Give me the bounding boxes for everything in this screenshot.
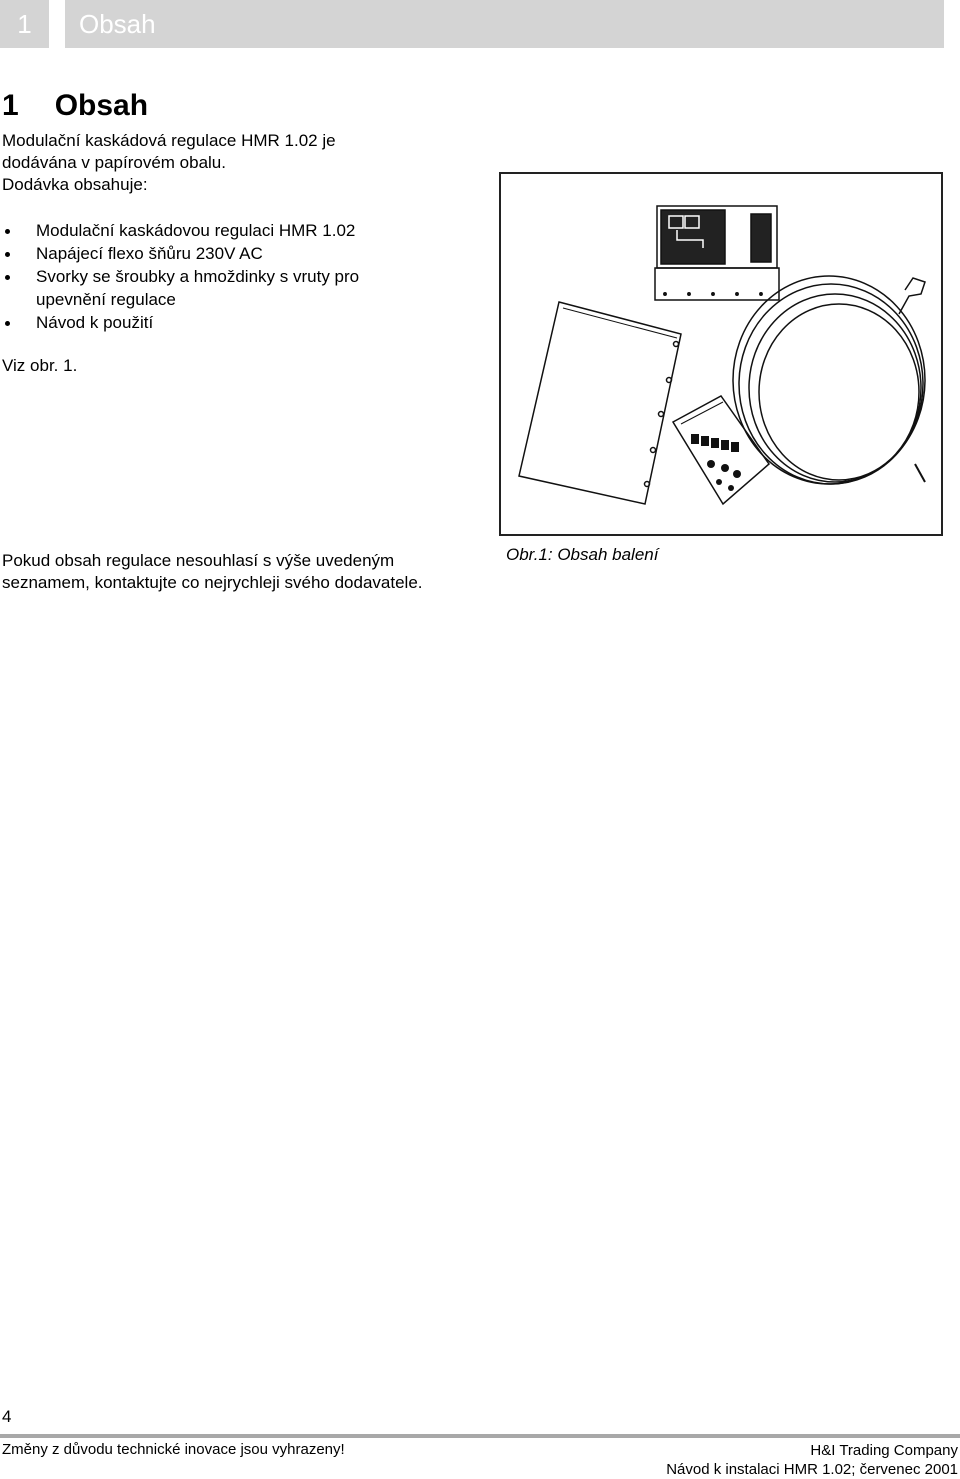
section-heading xyxy=(2,88,148,124)
intro-line: dodávána v papírovém obalu. xyxy=(2,153,226,172)
manual-booklet-drawing xyxy=(519,302,681,504)
list-item: Napájecí flexo šňůru 230V AC xyxy=(2,242,432,265)
intro-line: Dodávka obsahuje: xyxy=(2,175,148,194)
list-item: Svorky se šroubky a hmoždinky s vruty pro upevnění regulace xyxy=(2,265,432,311)
list-item: Návod k použití xyxy=(2,311,432,334)
section-title: Obsah xyxy=(54,89,149,122)
header-title: Obsah xyxy=(65,0,944,48)
footer-document-title: Návod k instalaci HMR 1.02; červenec 2001 xyxy=(666,1461,958,1478)
page-number: 4 xyxy=(2,1407,12,1426)
section-number: 1 xyxy=(2,89,19,122)
footer-meta xyxy=(666,1441,958,1479)
footer-company: H&I Trading Company xyxy=(810,1442,958,1459)
intro-line: Modulační kaskádová regulace HMR 1.02 je xyxy=(2,131,336,150)
screw-bag-drawing xyxy=(673,396,769,504)
footer-divider xyxy=(0,1434,960,1438)
contact-note: Pokud obsah regulace nesouhlasí s výše uvedeným seznamem, kontaktujte co nejrychleji svého dodavatele. xyxy=(2,551,423,592)
header-number: 1 xyxy=(0,0,49,48)
see-figure-text: Viz obr. 1. xyxy=(2,356,78,375)
intro-paragraph xyxy=(2,130,422,196)
list-item: Modulační kaskádovou regulaci HMR 1.02 xyxy=(2,219,432,242)
controller-unit-drawing xyxy=(655,206,779,300)
figure-caption: Obr.1: Obsah balení xyxy=(506,545,659,564)
footer-disclaimer: Změny z důvodu technické inovace jsou vyhrazeny! xyxy=(2,1441,345,1458)
package-contents-illustration xyxy=(501,174,941,534)
contents-list xyxy=(2,219,432,334)
package-contents-figure xyxy=(499,172,943,536)
